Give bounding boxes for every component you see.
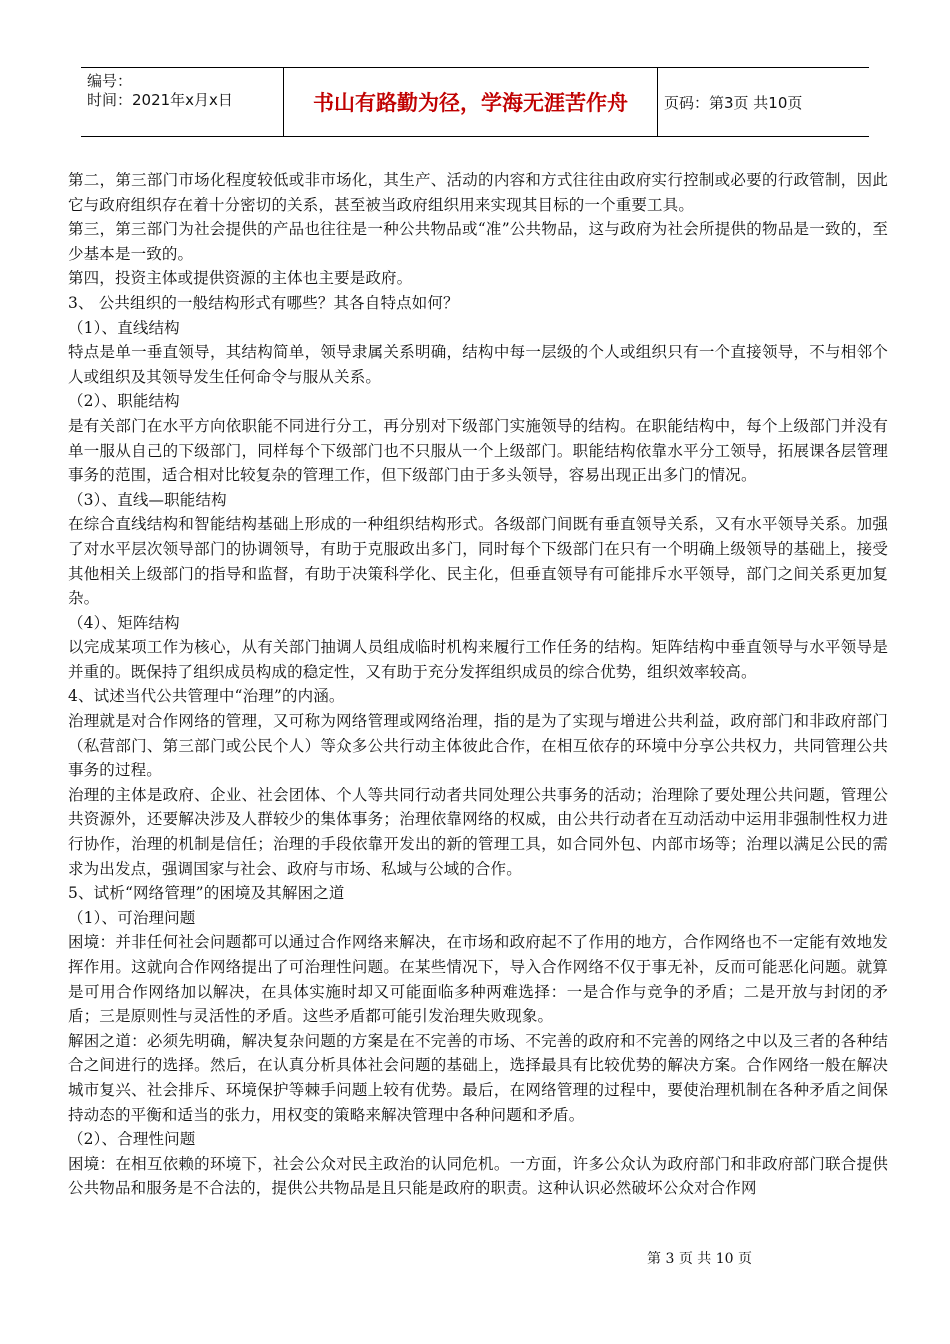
paragraph: 第三，第三部门为社会提供的产品也往往是一种公共物品或“准”公共物品，这与政府为社会所提供的物品是一致的，至少基本是一致的。 — [68, 220, 888, 263]
paragraph: 以完成某项工作为核心，从有关部门抽调人员组成临时机构来履行工作任务的结构。矩阵结构中垂直领导与水平领导是并重的。既保持了组织成员构成的稳定性，又有助于充分发挥组织成员的综合优势，组织效率较高。 — [68, 638, 888, 681]
page-header — [81, 67, 869, 137]
subheading: （3）、直线—职能结构 — [68, 490, 227, 509]
paragraph: 第二，第三部门市场化程度较低或非市场化，其生产、活动的内容和方式往往由政府实行控制或必要的行政管制，因此它与政府组织存在着十分密切的关系，甚至被当政府组织用来实现其目标的一个重要工具。 — [68, 171, 888, 214]
paragraph: 是有关部门在水平方向依职能不同进行分工，再分别对下级部门实施领导的结构。在职能结构中，每个上级部门并没有单一服从自己的下级部门，同样每个下级部门也不只服从一个上级部门。职能结构依靠水平分工领导，拓展课各层管理事务的范围，适合相对比较复杂的管理工作，但下级部门由于多头领导，容易出现正出多门的情况。 — [68, 416, 888, 485]
header-meta — [81, 68, 284, 136]
paragraph: 治理的主体是政府、企业、社会团体、个人等共同行动者共同处理公共事务的活动；治理除了要处理公共问题，管理公共资源外，还要解决涉及人群较少的集体事务；治理依靠网络的权威，由公共行动者在互动活动中运用非强制性权力进行协作，治理的机制是信任；治理的手段依靠开发出的新的管理工具，如合同外包、内部市场等；治理以满足公民的需求为出发点，强调国家与社会、政府与市场、私域与公域的合作。 — [68, 785, 888, 878]
subheading: （2）、合理性问题 — [68, 1130, 196, 1149]
paragraph: 治理就是对合作网络的管理，又可称为网络管理或网络治理，指的是为了实现与增进公共利益，政府部门和非政府部门（私营部门、第三部门或公民个人）等众多公共行动主体彼此合作，在相互依存的环境中分享公共权力，共同管理公共事务的过程。 — [68, 712, 888, 780]
subheading: （4）、矩阵结构 — [68, 613, 180, 632]
paragraph: 困境：在相互依赖的环境下，社会公众对民主政治的认同危机。一方面，许多公众认为政府部门和非政府部门联合提供公共物品和服务是不合法的，提供公共物品是且只能是政府的职责。这种认识必然破坏公众对合作网 — [68, 1154, 888, 1198]
subheading: （1）、可治理问题 — [68, 908, 196, 927]
paragraph: 第四，投资主体或提供资源的主体也主要是政府。 — [68, 269, 413, 288]
document-number-label: 编号： — [87, 72, 133, 90]
paragraph: 解困之道：必须先明确，解决复杂问题的方案是在不完善的市场、不完善的政府和不完善的网络之中以及三者的各种结合之间进行的选择。然后，在认真分析具体社会问题的基础上，选择最具有比较优势的解决方案。合作网络一般在解决城市复兴、社会排斥、环境保护等棘手问题上较有优势。最后，在网络管理的过程中，要使治理机制在各种矛盾之间保持动态的平衡和适当的张力，用权变的策略来解决管理中各种问题和矛盾。 — [68, 1031, 888, 1124]
header-page-number: 页码：第3页 共10页 — [664, 93, 803, 112]
document-date: 时间：2021年x月x日 — [87, 91, 233, 109]
subheading: （2）、职能结构 — [68, 392, 180, 411]
paragraph: 特点是单一垂直领导，其结构简单，领导隶属关系明确，结构中每一层级的个人或组织只有一个直接领导，不与相邻个人或组织及其领导发生任何命令与服从关系。 — [68, 343, 888, 386]
paragraph: 在综合直线结构和智能结构基础上形成的一种组织结构形式。各级部门间既有垂直领导关系，又有水平领导关系。加强了对水平层次领导部门的协调领导，有助于克服政出多门，同时每个下级部门在只有一个明确上级领导的基础上，接受其他相关上级部门的指导和监督，有助于决策科学化、民主化，但垂直领导有可能排斥水平领导，部门之间关系更加复杂。 — [68, 515, 888, 608]
paragraph: 困境：并非任何社会问题都可以通过合作网络来解决，在市场和政府起不了作用的地方，合作网络也不一定能有效地发挥作用。这就向合作网络提出了可治理性问题。在某些情况下，导入合作网络不仅于事无补，反而可能恶化问题。就算是可用合作网络加以解决，在具体实施时却又可能面临多种两难选择：一是合作与竞争的矛盾；二是开放与封闭的矛盾；三是原则性与灵活性的矛盾。这些矛盾都可能引发治理失败现象。 — [68, 933, 888, 1026]
document-body — [68, 168, 888, 1201]
question-heading: 5、试析“网络管理”的困境及其解困之道 — [68, 884, 345, 903]
page-footer: 第 3 页 共 10 页 — [647, 1251, 752, 1267]
subheading: （1）、直线结构 — [68, 318, 180, 337]
question-heading: 3、 公共组织的一般结构形式有哪些？其各自特点如何？ — [68, 293, 459, 312]
header-motto: 书山有路勤为径，学海无涯苦作舟 — [284, 68, 658, 136]
question-heading: 4、试述当代公共管理中“治理”的内涵。 — [68, 687, 345, 706]
